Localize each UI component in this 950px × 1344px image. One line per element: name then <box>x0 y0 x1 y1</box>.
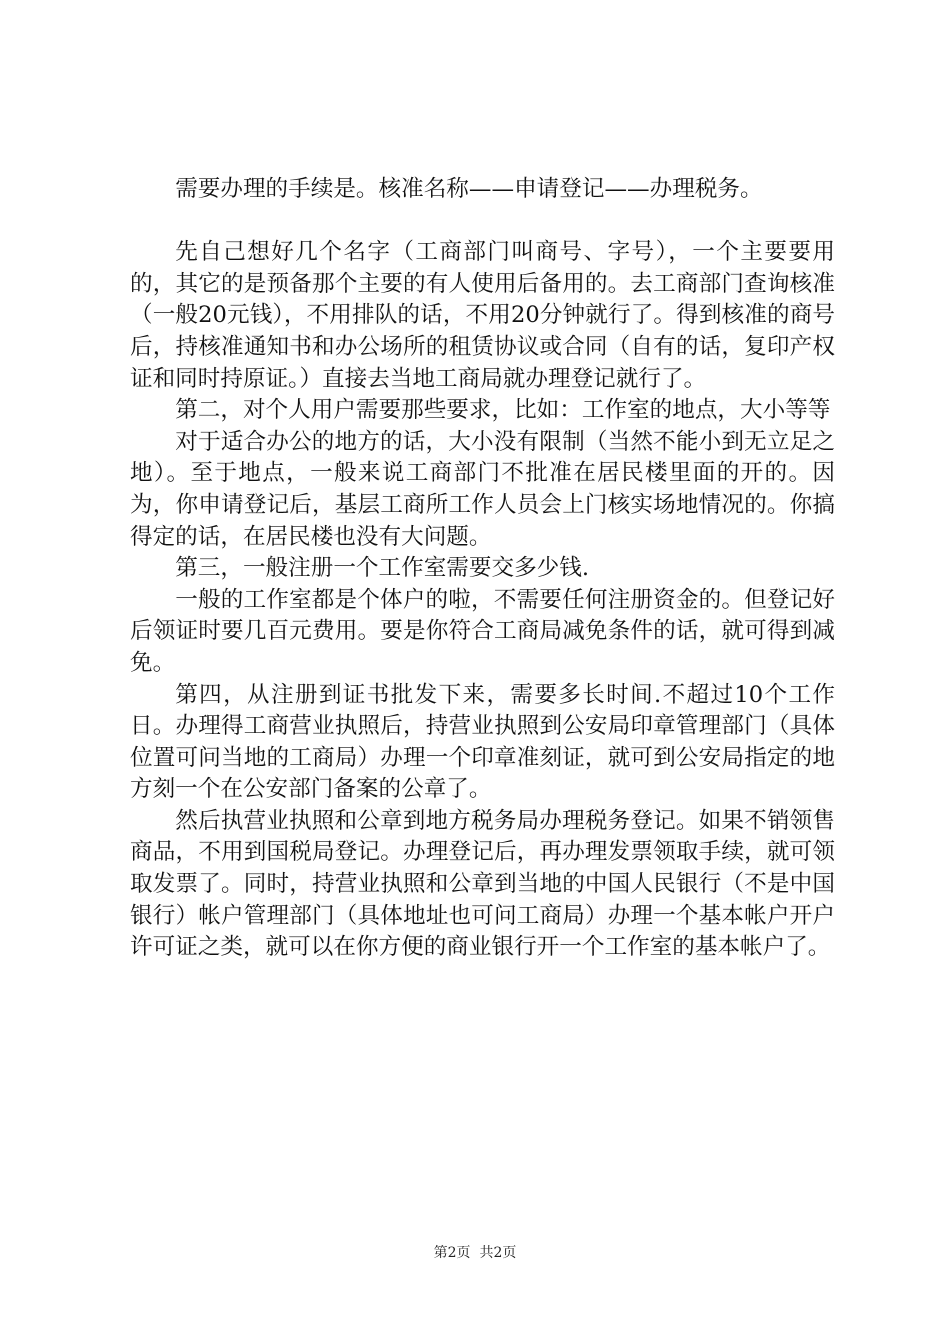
document-body <box>130 174 835 964</box>
paragraph-answer-2: 对于适合办公的地方的话，大小没有限制（当然不能小到无立足之地）。至于地点，一般来说工商部门不批准在居民楼里面的开的。因为，你申请登记后，基层工商所工作人员会上门核实场地情况的。你搞得定的话，在居民楼也没有大问题。 <box>130 428 835 550</box>
paragraph-question-3: 第三，一般注册一个工作室需要交多少钱. <box>175 555 590 582</box>
paragraph-question-2: 第二，对个人用户需要那些要求，比如：工作室的地点，大小等等 <box>175 397 831 424</box>
paragraph-answer-3: 一般的工作室都是个体户的啦，不需要任何注册资金的。但登记好后领证时要几百元费用。要是你符合工商局减免条件的话，就可得到减免。 <box>130 586 835 676</box>
paragraph-name-approval: 先自己想好几个名字（工商部门叫商号、字号），一个主要要用的，其它的是预备那个主要的有人使用后备用的。去工商部门查询核准（一般20元钱），不用排队的话，不用20分钟就行了。得到核准的商号后，持核准通知书和办公场所的租赁协议或合同（自有的话，复印产权证和同时持原证。）直接去当地工商局就办理登记就行了。 <box>130 239 835 392</box>
paragraph-procedure-summary: 需要办理的手续是。核准名称——申请登记——办理税务。 <box>175 176 763 202</box>
page-number: 第2页 共2页 <box>433 1245 517 1261</box>
paragraph-question-4: 第四，从注册到证书批发下来，需要多长时间.不超过10个工作日。办理得工商营业执照后，持营业执照到公安局印章管理部门（具体位置可问当地的工商局）办理一个印章准刻证，就可到公安局指定的地方刻一个在公安部门备案的公章了。 <box>130 681 835 803</box>
page-footer <box>0 1244 950 1262</box>
paragraph-tax-and-bank: 然后执营业执照和公章到地方税务局办理税务登记。如果不销领售商品，不用到国税局登记。办理登记后，再办理发票领取手续，就可领取发票了。同时，持营业执照和公章到当地的中国人民银行（不是中国银行）帐户管理部门（具体地址也可问工商局）办理一个基本帐户开户许可证之类，就可以在你方便的商业银行开一个工作室的基本帐户了。 <box>130 807 835 961</box>
